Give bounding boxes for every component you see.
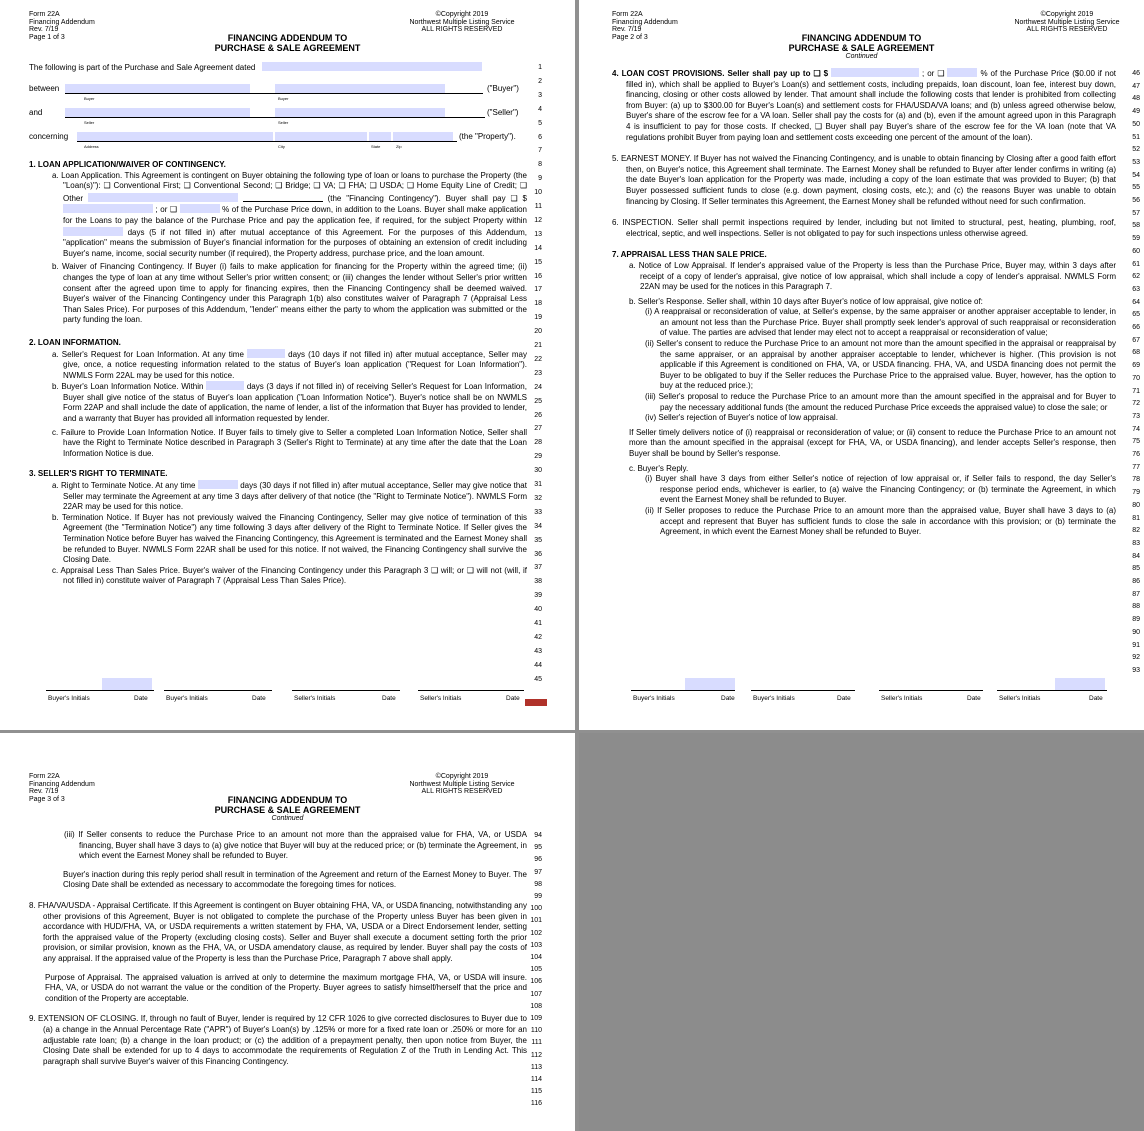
seller-initials-field-2[interactable] <box>1055 678 1105 690</box>
page-2-body <box>612 68 1116 538</box>
page-label: Page 2 of 3 <box>612 33 648 41</box>
line-number: 43 <box>534 647 542 655</box>
line-number: 99 <box>534 893 542 900</box>
line-number: 35 <box>534 536 542 544</box>
buyer-caption-2: Buyer <box>278 96 289 101</box>
title-line-2: PURCHASE & SALE AGREEMENT <box>214 805 361 815</box>
line-number: 23 <box>534 369 542 377</box>
line-number: 108 <box>530 1002 542 1010</box>
line-number: 51 <box>1132 133 1140 141</box>
section-1-heading: 1. LOAN APPLICATION/WAIVER OF CONTINGENCY. <box>29 160 226 169</box>
section-4 <box>612 68 1116 143</box>
line-number: 17 <box>534 286 542 294</box>
section-2b <box>29 381 527 424</box>
page-3-body <box>29 830 527 1067</box>
loan-info-days-field[interactable] <box>247 349 285 358</box>
page-title <box>0 795 575 823</box>
seller-cost-percent-field[interactable] <box>947 68 977 77</box>
section-1a-text: a. Loan Application. This Agreement is contingent on Buyer obtaining the following type of loan or loans to purchase the Property (the "Loan(s)"): ❑ Conventional First; ❑ Conventional Second; ❑ Bridge; ❑ VA; ❑ FHA; ❑ USDA; ❑ Home Equity Line of Credit; ❑ Other <box>52 170 527 203</box>
form-number: Form 22A <box>612 11 643 18</box>
line-number: 41 <box>534 620 542 627</box>
line-number: 84 <box>1132 552 1140 560</box>
section-3a-text: a. Right to Terminate Notice. At any time <box>52 481 196 491</box>
seller-cost-amount-field[interactable] <box>831 68 919 77</box>
line-number: 19 <box>534 314 542 322</box>
page-label: Page 1 of 3 <box>29 33 65 41</box>
line-number: 60 <box>1132 247 1140 255</box>
line-number: 85 <box>1132 565 1140 573</box>
line-number: 100 <box>530 905 542 913</box>
section-7b-tail: If Seller timely delivers notice of (i) reappraisal or reconsideration of value; or (ii) consent to reduce the Purchase Price to an amount not more than the amount specified in the appraisal (except for FHA, VA, or USDA financing), and lender accepts Seller's response, then Buyer shall be bound by Seller's response. <box>629 427 1116 458</box>
line-number: 98 <box>534 880 542 888</box>
line-number: 9 <box>538 175 542 183</box>
section-8: 8. FHA/VA/USDA - Appraisal Certificate. If this Agreement is contingent on Buyer obtaining FHA, VA, or USDA financing, notwithstanding any other provisions of this Agreement, Buyer is not obligated to complete the purchase of the Property unless Buyer has been given in accordance with HUD/FHA, VA, or USDA requirements a written statement by FHA, VA, USDA or a Direct Endorsement lender, setting forth the appraised value of the Property (excluding closing costs). Seller and Buyer shall execute a document setting forth the prior provision, or similar provision, known as the FHA, VA, or USDA amendatory clause, as required by lender. Buyer shall pay the costs of any appraisal. If the appraised value of the Property is less than the Purchase Price, Paragraph 7 above shall apply. <box>29 900 527 963</box>
line-number: 105 <box>530 966 542 974</box>
copyright: ©Copyright 2019 <box>435 773 489 780</box>
line-number: 37 <box>534 564 542 572</box>
form-name: Financing Addendum <box>612 18 678 26</box>
line-number: 42 <box>534 633 542 641</box>
buyer-caption-1: Buyer <box>84 96 95 101</box>
line-number: 116 <box>530 1100 542 1108</box>
section-3b: b. Termination Notice. If Buyer has not previously waived the Financing Contingency, Seller may give notice of termination of this Agreement (the "Termination Notice") any time following 3 days after delivery of the Right to Terminate Notice. If Seller gives the Termination Notice before Buyer has waived the Financing Contingency, this Agreement is terminated and the Earnest Money shall be refunded to Buyer. NWMLS Form 22AR shall be used for this notice. If not waived, the Financing Contingency shall survive the Closing Date. <box>52 512 527 565</box>
property-underline <box>77 132 457 142</box>
date-label-4: Date <box>506 695 520 702</box>
section-4-rest: % of the Purchase Price ($0.00 if not filled in), which shall be applied to Buyer's Loan(s) and settlement costs, including prepaids, loan discount, loan fee, interest buy down, financing, closing or other costs allowed by lender. That amount shall include the following costs that lender is prohibited from collecting from Buyer: (a) up to $300.00 for Buyer's Loan(s) and settlement costs for FHA/USDA/VA loans; and (b) unless agreed otherwise below, Buyer's share of the escrow fee for a VA loan. Seller shall pay the costs for (a) and (b), even if the amount agreed upon in this Paragraph 4 is insufficient to pay for those costs. If checked, ❑ Buyer shall pay Buyer's share of the escrow fee for the VA loan (note that VA regulations prohibit Buyer from paying loan and settlement costs exceeding one percent of the amount of the loan). <box>626 69 1116 142</box>
line-number: 55 <box>1132 184 1140 192</box>
line-number: 62 <box>1132 273 1140 281</box>
line-number: 40 <box>534 606 542 614</box>
line-number: 115 <box>530 1088 542 1096</box>
terminate-days-field[interactable] <box>198 480 238 489</box>
property-quote: (the "Property"). <box>459 132 516 141</box>
section-7b: b. Seller's Response. Seller shall, within 10 days after Buyer's notice of low appraisal, give notice of: <box>629 296 983 306</box>
empty-viewer-area <box>579 733 1144 1131</box>
section-7a: a. Notice of Low Appraisal. If lender's appraised value of the Property is less than the Purchase Price, Buyer may, within 3 days after receipt of a copy of lender's appraisal, give notice of low appraisal, which shall include a copy of lender's appraisal. NWMLS Form 22AN may be used for the notices in this Paragraph 7. <box>629 260 1116 292</box>
date-label-4: Date <box>1089 695 1103 702</box>
section-8-purpose: Purpose of Appraisal. The appraised valuation is arrived at only to determine the maximum mortgage FHA, VA, or USDA will insure. FHA, VA, or USDA do not warrant the value or the condition of the Property. Buyer agrees to satisfy himself/herself that the price and condition of the Property are acceptable. <box>45 972 527 1003</box>
page-label: Page 3 of 3 <box>29 795 65 803</box>
buyer-quote: ("Buyer") <box>487 84 519 93</box>
line-number: 33 <box>534 508 542 516</box>
line-number: 69 <box>1132 362 1140 370</box>
continued-label: Continued <box>271 815 304 822</box>
line-number: 104 <box>530 954 542 961</box>
line-number: 64 <box>1132 298 1140 306</box>
line-number: 28 <box>534 439 542 447</box>
line-number: 56 <box>1132 197 1140 204</box>
line-number: 79 <box>1132 489 1140 497</box>
line-number: 8 <box>538 161 542 169</box>
line-number: 72 <box>1132 400 1140 408</box>
line-number: 34 <box>534 522 542 530</box>
section-7b-ii: (ii) Seller's consent to reduce the Purchase Price to an amount not more than the amount specified in the appraisal or reappraisal by the same appraiser, or an appraisal by another appraiser acceptable to lender, whichever is higher. (This provision is not applicable if this Agreement is conditioned on FHA, VA, or USDA financing. FHA, VA, and USDA financing does not permit the Buyer to be obligated to buy if the Seller reduces the Purchase Price to the appraised value. Buyer, however, has the option to buy at the reduced price.); <box>645 339 1116 391</box>
line-number: 2 <box>538 77 542 85</box>
line-number: 76 <box>1132 451 1140 458</box>
page-title <box>0 33 575 53</box>
loan-notice-days-field[interactable] <box>206 381 244 390</box>
line-number: 31 <box>534 481 542 488</box>
line-number: 11 <box>534 203 542 210</box>
section-3c: c. Appraisal Less Than Sales Price. Buyer's waiver of the Financing Contingency under this Paragraph 3 ❑ will; or ❑ will not (will, if not filled in) constitute waiver of Paragraph 7 (Appraisal Less Than Sales Price). <box>52 565 527 586</box>
section-2b-text: b. Buyer's Loan Information Notice. Within <box>52 382 204 392</box>
initials-footer <box>46 678 527 708</box>
line-number: 3 <box>538 91 542 99</box>
line-number: 111 <box>531 1039 542 1047</box>
line-number: 5 <box>538 119 542 127</box>
buyer-initials-label-2: Buyer's Initials <box>166 695 208 702</box>
line-number: 16 <box>534 272 542 280</box>
line-number: 107 <box>530 990 542 998</box>
line-number: 47 <box>1132 82 1140 90</box>
section-1b: b. Waiver of Financing Contingency. If Buyer (i) fails to make application for financing for the Property within the agreed time; (ii) changes the type of loan at any time without Seller's prior written consent; or (iii) changes the lender without Seller's prior written consent after the agreed upon time to apply for financing expires, then the Financing Contingency shall be deemed waived. Buyer's waiver of the Financing Contingency under this Paragraph 1(b) also constitutes waiver of Paragraph 7 (Appraisal Less Than Sales Price). For purposes of this Addendum, "lender" means either the party to whom the application was submitted or the party funding the loan. <box>52 262 527 325</box>
line-number: 77 <box>1132 463 1140 471</box>
seller-initials-label-2: Seller's Initials <box>420 695 462 702</box>
section-7c: c. Buyer's Reply. <box>629 463 689 473</box>
line-number: 96 <box>534 856 542 864</box>
down-payment-percent-field[interactable] <box>180 204 220 213</box>
section-1a-or: ; or ❑ <box>155 205 178 215</box>
section-1a <box>29 171 527 260</box>
line-number: 49 <box>1132 108 1140 116</box>
line-number: 80 <box>1132 501 1140 509</box>
section-2c: c. Failure to Provide Loan Information Notice. If Buyer fails to timely give to Seller a completed Loan Information Notice, Seller shall have the Right to Terminate Notice described in Paragraph 3 (Seller's Right to Terminate) at any time after the date that the Loan Information Notice is due. <box>52 427 527 458</box>
line-number: 106 <box>530 978 542 986</box>
line-number: 75 <box>1132 438 1140 446</box>
state-caption: State <box>371 144 381 149</box>
application-days-field[interactable] <box>63 227 123 236</box>
line-number: 32 <box>534 494 542 502</box>
line-number: 101 <box>530 917 542 925</box>
line-number: 10 <box>534 189 542 197</box>
section-4-text: 4. LOAN COST PROVISIONS. Seller shall pay up to ❑ $ <box>612 69 829 78</box>
line-number: 90 <box>1132 628 1140 636</box>
form-revision: Rev. 7/19 <box>29 26 59 33</box>
section-1a-rest: % of the Purchase Price down, in addition to the Loans. Buyer shall make application for the Loans to pay the balance of the Purchase Price and pay the application fee, if required, for the subject Property within <box>63 205 527 225</box>
line-number: 113 <box>530 1063 542 1071</box>
rights-reserved: ALL RIGHTS RESERVED <box>421 26 503 33</box>
section-7b-i: (i) A reappraisal or reconsideration of value, at Seller's expense, by the same appraiser or another appraiser acceptable to lender, in an amount not less than the Purchase Price. Buyer shall promptly seek lender's approval of such reappraisal or reconsideration of value. The parties are advised that lender may elect not to accept a reappraisal or reconsideration of value; <box>645 307 1116 338</box>
line-number: 52 <box>1132 146 1140 154</box>
date-label-3: Date <box>382 695 396 702</box>
line-number: 97 <box>534 868 542 876</box>
page-2 <box>579 0 1144 730</box>
section-2a <box>29 349 527 382</box>
seller-underline <box>65 108 485 118</box>
continued-label: Continued <box>845 53 878 60</box>
line-number: 38 <box>534 578 542 586</box>
line-number: 95 <box>534 844 542 852</box>
line-number: 54 <box>1132 171 1140 179</box>
title-line-1: FINANCING ADDENDUM TO <box>227 795 348 805</box>
date-label-2: Date <box>837 695 851 702</box>
seller-initials-label-1: Seller's Initials <box>294 695 336 702</box>
service-name: Northwest Multiple Listing Service <box>409 18 515 26</box>
address-caption: Address <box>84 144 99 149</box>
copyright: ©Copyright 2019 <box>435 11 489 18</box>
line-number: 65 <box>1132 311 1140 319</box>
other-loan-field[interactable] <box>88 193 238 202</box>
line-number: 67 <box>1132 336 1140 344</box>
line-number: 44 <box>534 661 542 669</box>
date-label-3: Date <box>967 695 981 702</box>
line-number: 48 <box>1132 95 1140 103</box>
line-number: 87 <box>1132 590 1140 598</box>
page-3 <box>0 733 575 1131</box>
section-7c-ii: (ii) If Seller proposes to reduce the Purchase Price to an amount more than the appraised value, Buyer shall have 3 days to (a) accept and represent that Buyer has sufficient funds to close the sale in accordance with this provision; or (b) terminate the Agreement, in which event the Earnest Money shall be refunded to Buyer. <box>645 505 1116 537</box>
line-number: 92 <box>1132 654 1140 662</box>
section-1a-end: days (5 if not filled in) after mutual acceptance of this Agreement. For the purposes of this Addendum, "application" means the submission of Buyer's financial information for the purposes of obtaining an extension of credit including Buyer's name, income, social security number (if required), the Property address, purchase price, and the loan amount. <box>63 227 527 258</box>
seller-initials-label-1: Seller's Initials <box>881 695 923 702</box>
buyer-initials-field-1[interactable] <box>102 678 152 690</box>
section-7-heading: 7. APPRAISAL LESS THAN SALE PRICE. <box>612 250 767 260</box>
line-number: 1 <box>538 64 542 71</box>
form-header-right <box>407 773 517 796</box>
down-payment-amount-field[interactable] <box>63 204 153 213</box>
form-revision: Rev. 7/19 <box>612 26 642 33</box>
line-number: 73 <box>1132 412 1140 420</box>
line-number: 36 <box>534 550 542 558</box>
line-number: 114 <box>530 1076 542 1083</box>
buyer-row <box>29 84 527 108</box>
intro-text: The following is part of the Purchase and Sale Agreement dated <box>29 63 256 72</box>
line-number: 112 <box>530 1051 542 1059</box>
seller-row <box>29 108 527 132</box>
section-3a-rest: days (30 days if not filled in) after mutual acceptance, Seller may give notice that Seller may terminate the Agreement at any time 3 days after delivery of that notice (the "Right to Terminate Notice"). NWMLS Form 22AR may be used for this notice. <box>63 481 527 512</box>
line-number: 102 <box>530 929 542 937</box>
date-label-2: Date <box>252 695 266 702</box>
line-number: 22 <box>534 355 542 363</box>
line-number: 46 <box>1132 70 1140 77</box>
seller-caption-1: Seller <box>84 120 95 125</box>
logo-badge <box>525 699 547 706</box>
line-number: 27 <box>534 425 542 433</box>
line-number: 93 <box>1132 666 1140 674</box>
buyer-initials-field-1[interactable] <box>685 678 735 690</box>
zip-caption: Zip <box>396 144 402 149</box>
section-2-heading: 2. LOAN INFORMATION. <box>29 337 121 347</box>
line-number: 58 <box>1132 222 1140 230</box>
line-number: 103 <box>530 941 542 949</box>
service-name: Northwest Multiple Listing Service <box>409 780 515 788</box>
line-number: 18 <box>534 300 542 308</box>
property-row <box>29 132 527 158</box>
line-number: 29 <box>534 453 542 461</box>
line-number: 24 <box>534 383 542 391</box>
concerning-label: concerning <box>29 132 69 141</box>
section-1a-pay: (the "Financing Contingency"). Buyer shall pay ❑ $ <box>327 193 527 203</box>
form-number: Form 22A <box>29 11 60 18</box>
section-9: 9. EXTENSION OF CLOSING. If, through no fault of Buyer, lender is required by 12 CFR 1026 to give corrected disclosures to Buyer due to (a) a change in the Annual Percentage Rate ("APR") of Buyer's Loan(s) by .125% or more for a fixed rate loan or .250% or more for an adjustable rate loan; (b) a change in the loan product; or (c) the addition of a prepayment penalty, then upon notice from Buyer, the Closing Date shall be extended for up to 4 days to accommodate the requirements of Regulation Z of the Truth in Lending Act. This paragraph shall survive Buyer's waiver of this Financing Contingency. <box>29 1014 527 1066</box>
section-7c-i: (i) Buyer shall have 3 days from either Seller's notice of rejection of low appraisal or, if Seller fails to respond, the day Seller's response period ends, whichever is earlier, to (a) waive the Financing Contingency; or (b) terminate the Agreement, in which event the Earnest Money shall be refunded to Buyer. <box>645 474 1116 505</box>
buyer-underline <box>65 84 483 94</box>
line-number: 7 <box>538 147 542 155</box>
line-number: 63 <box>1132 285 1140 293</box>
between-label: between <box>29 84 60 93</box>
section-4-or: ; or ❑ <box>922 69 945 78</box>
line-number: 45 <box>534 675 542 683</box>
rights-reserved: ALL RIGHTS RESERVED <box>421 788 503 795</box>
title-line-2: PURCHASE & SALE AGREEMENT <box>214 43 361 53</box>
line-number: 26 <box>534 411 542 419</box>
rights-reserved: ALL RIGHTS RESERVED <box>1026 26 1108 33</box>
title-line-1: FINANCING ADDENDUM TO <box>801 33 922 43</box>
section-7b-iii: (iii) Seller's proposal to reduce the Purchase Price to an amount more than the amount specified in the appraisal and for Buyer to pay the necessary additional funds (the amount the reduced Purchase Price exceeds the appraised value) to close the sale; or <box>645 392 1116 412</box>
title-line-2: PURCHASE & SALE AGREEMENT <box>788 43 935 53</box>
line-number: 110 <box>530 1027 542 1035</box>
line-number: 83 <box>1132 539 1140 547</box>
form-revision: Rev. 7/19 <box>29 788 59 795</box>
city-caption: City <box>278 144 285 149</box>
form-header-right <box>1012 11 1122 34</box>
line-number: 6 <box>538 133 542 141</box>
line-number: 12 <box>534 216 542 224</box>
section-7c-tail: Buyer's inaction during this reply period shall result in termination of the Agreement and return of the Earnest Money to Buyer. The Closing Date shall be extended as necessary to accommodate the foregoing times for notices. <box>63 869 527 890</box>
line-number: 53 <box>1132 158 1140 166</box>
agreement-date-field[interactable] <box>262 62 482 71</box>
date-label-1: Date <box>134 695 148 702</box>
line-number: 50 <box>1132 120 1140 128</box>
line-number: 13 <box>534 230 542 238</box>
line-number: 39 <box>534 592 542 600</box>
line-number: 30 <box>534 467 542 475</box>
section-7c-iii: (iii) If Seller consents to reduce the Purchase Price to an amount not more than the appraised value for FHA, VA, or USDA financing, Buyer shall have 3 days to (a) give notice that Buyer will buy at the reduced price; or (b) terminate the Agreement, in which event the Earnest Money shall be refunded to Buyer. <box>64 830 527 861</box>
seller-caption-2: Seller <box>278 120 289 125</box>
line-number: 68 <box>1132 349 1140 357</box>
section-2b-rest: days (3 days if not filled in) of receiving Seller's Request for Loan Information, Buyer shall give notice of the status of Buyer's loan application ("Loan Information Notice"). Buyer's notice shall be on NWMLS Form 22AP and shall include the date of application, the name of lender, a list of the information that Buyer has provided to lender, and a warranty that Buyer has provided all information requested by lender. <box>63 382 527 424</box>
buyer-initials-label-1: Buyer's Initials <box>48 695 90 702</box>
seller-quote: ("Seller") <box>487 108 519 117</box>
page-1 <box>0 0 575 730</box>
line-number: 57 <box>1132 209 1140 217</box>
form-header-right <box>407 11 517 34</box>
line-number: 4 <box>538 105 542 113</box>
and-label: and <box>29 108 43 117</box>
service-name: Northwest Multiple Listing Service <box>1014 18 1120 26</box>
line-number: 15 <box>534 258 542 266</box>
section-2a-rest: days (10 days if not filled in) after mutual acceptance, Seller may give, once, a notice requesting information related to the status of Buyer's loan application ("Request for Loan Information"). NWMLS Form 22AL may be used for this notice. <box>63 349 528 380</box>
section-5: 5. EARNEST MONEY. If Buyer has not waived the Financing Contingency, and is unable to obtain financing by Closing after a good faith effort then, on Buyer's notice, this Agreement shall terminate. The Earnest Money shall be refunded to Buyer after lender confirms in writing (a) the date Buyer's loan application for the Property was made, including a copy of the loan estimate that was provided to Buyer; (b) that Buyer possessed sufficient funds to close (e.g. down payment, closing costs, etc.); and (c) the reasons Buyer was unable to obtain financing by Closing. If Seller terminates this Agreement, the Earnest Money shall be refunded without need for such confirmation. <box>612 154 1116 206</box>
line-number: 88 <box>1132 603 1140 611</box>
line-number: 21 <box>534 342 542 349</box>
section-3-heading: 3. SELLER'S RIGHT TO TERMINATE. <box>29 469 168 479</box>
other-loan-line <box>243 192 323 202</box>
page-1-body <box>29 62 527 587</box>
seller-initials-label-2: Seller's Initials <box>999 695 1041 702</box>
section-2a-text: a. Seller's Request for Loan Information. At any time <box>52 349 244 359</box>
date-label-1: Date <box>721 695 735 702</box>
line-number: 61 <box>1132 260 1140 268</box>
copyright: ©Copyright 2019 <box>1040 11 1094 18</box>
form-name: Financing Addendum <box>29 18 95 26</box>
page-title <box>579 33 1144 61</box>
line-number: 94 <box>534 832 542 839</box>
line-number: 59 <box>1132 235 1140 243</box>
buyer-initials-label-1: Buyer's Initials <box>633 695 675 702</box>
line-number: 71 <box>1132 387 1140 395</box>
line-number: 25 <box>534 397 542 405</box>
line-number: 20 <box>534 328 542 336</box>
line-number: 14 <box>534 244 542 252</box>
line-number: 82 <box>1132 527 1140 535</box>
line-number: 86 <box>1132 578 1140 585</box>
line-number: 89 <box>1132 616 1140 624</box>
line-number: 70 <box>1132 374 1140 382</box>
line-number: 91 <box>1132 641 1140 649</box>
title-line-1: FINANCING ADDENDUM TO <box>227 33 348 43</box>
line-number: 78 <box>1132 476 1140 484</box>
line-number: 81 <box>1132 514 1140 522</box>
form-number: Form 22A <box>29 773 60 780</box>
section-3a <box>29 480 527 513</box>
form-name: Financing Addendum <box>29 780 95 788</box>
section-7b-iv: (iv) Seller's rejection of Buyer's notice of low appraisal. <box>645 413 838 423</box>
line-number: 66 <box>1132 324 1140 331</box>
line-number: 109 <box>530 1015 542 1022</box>
line-number: 74 <box>1132 425 1140 433</box>
section-6: 6. INSPECTION. Seller shall permit inspections required by lender, including but not limited to structural, pest, heating, plumbing, roof, electrical, septic, and well inspections. Seller is not obligated to pay for such inspections unless otherwise agreed. <box>612 218 1116 238</box>
buyer-initials-label-2: Buyer's Initials <box>753 695 795 702</box>
initials-footer <box>631 678 1114 708</box>
